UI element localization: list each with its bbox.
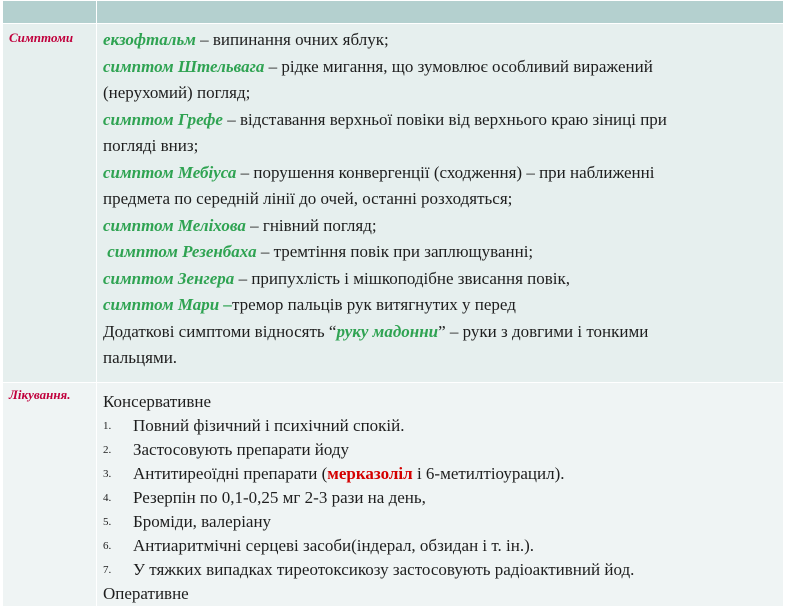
- symptoms-label-cell: [3, 24, 97, 383]
- treatment-item: [103, 438, 779, 462]
- symptom-line: [103, 133, 779, 160]
- treatment-list: [103, 414, 779, 582]
- item-number: 2.: [103, 444, 112, 456]
- operative-heading: Оперативне: [103, 584, 189, 603]
- symptoms-label: Симптоми: [9, 30, 74, 45]
- symptom-text: – порушення конвергенції (сходження) – при наближенні: [236, 162, 655, 182]
- header-cell-left: [3, 1, 97, 24]
- symptom-line: [103, 107, 779, 134]
- symptom-text: – припухлість і мішкоподібне звисання повік,: [234, 268, 571, 288]
- symptom-text: – випинання очних яблук;: [195, 30, 389, 49]
- symptom-text: – тремтіння повік при заплющуванні;: [256, 242, 534, 261]
- madonna-hand-term: руку мадонни: [336, 321, 439, 341]
- item-number: 4.: [103, 492, 112, 504]
- symptom-line: [103, 213, 779, 240]
- symptom-text: погляді вниз;: [103, 136, 199, 155]
- content-table: [2, 0, 784, 607]
- item-text: Антитиреоїдні препарати (: [133, 464, 328, 483]
- item-number: 1.: [103, 420, 112, 432]
- extra-symptoms-line: [103, 319, 779, 346]
- header-row: [3, 1, 784, 24]
- symptom-term: симптом Штельвага: [103, 56, 265, 76]
- symptom-line: [103, 54, 779, 81]
- symptom-text: – рідке мигання, що зумовлює особливий виражений: [264, 56, 653, 76]
- item-text: Застосовують препарати йоду: [133, 440, 350, 459]
- extra-symptoms-line-2: пальцями.: [103, 348, 178, 367]
- treatment-row: [3, 383, 784, 607]
- item-number: 3.: [103, 468, 112, 480]
- symptom-line: [103, 27, 779, 54]
- symptoms-content-cell: [97, 24, 784, 383]
- symptom-text: – гнівний погляд;: [245, 215, 377, 235]
- treatment-label: Лікування.: [9, 387, 71, 402]
- treatment-content-cell: [97, 383, 784, 607]
- treatment-label-cell: [3, 383, 97, 607]
- symptom-term: симптом Резенбаха: [103, 242, 257, 261]
- treatment-item: [103, 510, 779, 534]
- symptom-term: симптом Мари –: [103, 295, 232, 314]
- symptom-line: [103, 266, 779, 293]
- item-text: Броміди, валеріану: [133, 512, 272, 531]
- symptom-text: (нерухомий) погляд;: [103, 83, 251, 102]
- symptom-term: симптом Меліхова: [103, 215, 246, 235]
- symptom-line: [103, 292, 779, 319]
- treatment-item: [103, 558, 779, 582]
- header-cell-right: [97, 1, 784, 24]
- item-text-after: і 6-метилтіоурацил).: [412, 464, 565, 483]
- extra-symptoms-text: ” – руки з довгими і тонкими: [438, 321, 649, 341]
- symptom-line: [103, 186, 779, 213]
- extra-symptoms-text: Додаткові симптоми відносять “: [103, 321, 337, 341]
- symptom-term: екзофтальм: [103, 30, 196, 49]
- item-text: Антиаритмічні серцеві засоби(індерал, обзидан і т. ін.).: [133, 536, 535, 555]
- item-number: 5.: [103, 516, 112, 528]
- symptom-line: [103, 239, 779, 266]
- item-number: 7.: [103, 564, 112, 576]
- symptom-text: – відставання верхньої повіки від верхнього краю зіниці при: [222, 109, 667, 129]
- treatment-item: [103, 462, 779, 486]
- item-highlight: мерказоліл: [327, 464, 413, 483]
- treatment-list-block: [97, 383, 783, 606]
- item-text: Повний фізичний і психічний спокій.: [133, 416, 405, 435]
- item-text: У тяжких випадках тиреотоксикозу застосовують радіоактивний йод.: [133, 560, 635, 579]
- item-text: Резерпін по 0,1-0,25 мг 2-3 рази на день,: [133, 488, 426, 507]
- treatment-item: [103, 486, 779, 510]
- item-number: 6.: [103, 540, 112, 552]
- conservative-heading: Консервативне: [103, 392, 211, 411]
- symptom-text: предмета по середній лінії до очей, останні розходяться;: [103, 189, 513, 208]
- symptoms-row: [3, 24, 784, 383]
- symptom-term: симптом Грефе: [103, 109, 223, 129]
- symptom-term: симптом Зенгера: [103, 268, 235, 288]
- symptoms-list: [97, 24, 783, 372]
- symptom-text: тремор пальців рук витягнутих у перед: [231, 295, 516, 314]
- symptom-line: [103, 160, 779, 187]
- symptom-term: симптом Мебіуса: [103, 162, 237, 182]
- treatment-item: [103, 534, 779, 558]
- treatment-item: [103, 414, 779, 438]
- symptom-line: [103, 80, 779, 107]
